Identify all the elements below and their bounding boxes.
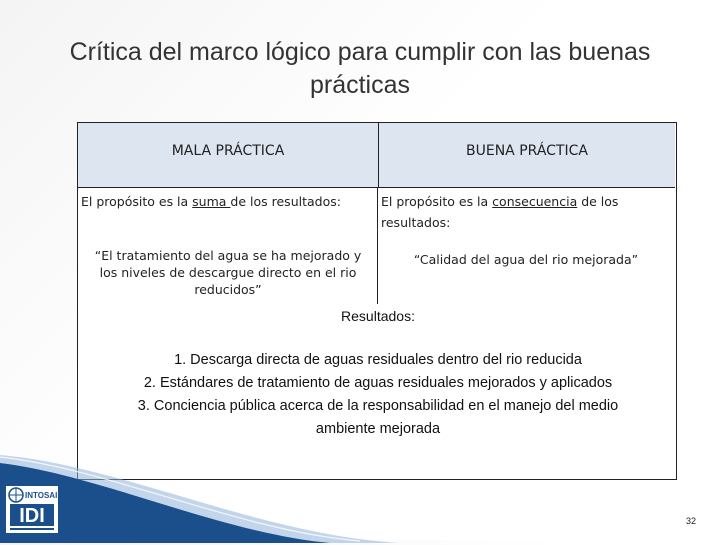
good-practice-header: BUENA PRÁCTICA (378, 123, 675, 187)
good-purpose-underlined: consecuencia (492, 194, 578, 209)
bad-purpose-suffix: de los resultados: (230, 194, 341, 209)
good-purpose-suffix: de los resultados: (381, 194, 619, 230)
result-item: 3. Conciencia pública acerca de la responsabilidad en el manejo del medio ambiente mejorada (137, 398, 619, 437)
good-practice-example: “Calidad del agua del rio mejorada” (413, 252, 639, 267)
logo-main-text: IDI (19, 505, 45, 527)
idi-logo-icon (6, 486, 58, 533)
decorative-wave (0, 455, 720, 545)
bad-practice-example: “El tratamiento del agua se ha mejorado y los niveles de descargue directo en el rio reducidos” (94, 248, 362, 297)
bad-practice-purpose (81, 191, 371, 212)
result-item: 2. Estándares de tratamiento de aguas residuales mejorados y aplicados (143, 375, 613, 391)
logo-top-text: INTOSAI (25, 491, 58, 500)
bad-purpose-underlined: suma (192, 194, 231, 209)
practice-table (77, 122, 677, 480)
good-practice-purpose (381, 191, 671, 233)
idi-logo (6, 486, 58, 533)
bad-practice-header: MALA PRÁCTICA (78, 123, 378, 187)
results-heading: Resultados: (341, 308, 415, 324)
slide-number: 32 (686, 516, 697, 526)
column-divider (377, 187, 378, 304)
results-list (128, 349, 628, 441)
good-purpose-prefix: El propósito es la (381, 194, 493, 209)
bad-purpose-prefix: El propósito es la (81, 194, 193, 209)
result-item: 1. Descarga directa de aguas residuales dentro del rio reducida (174, 352, 582, 368)
slide-title: Crítica del marco lógico para cumplir con las buenas prácticas (69, 38, 651, 99)
